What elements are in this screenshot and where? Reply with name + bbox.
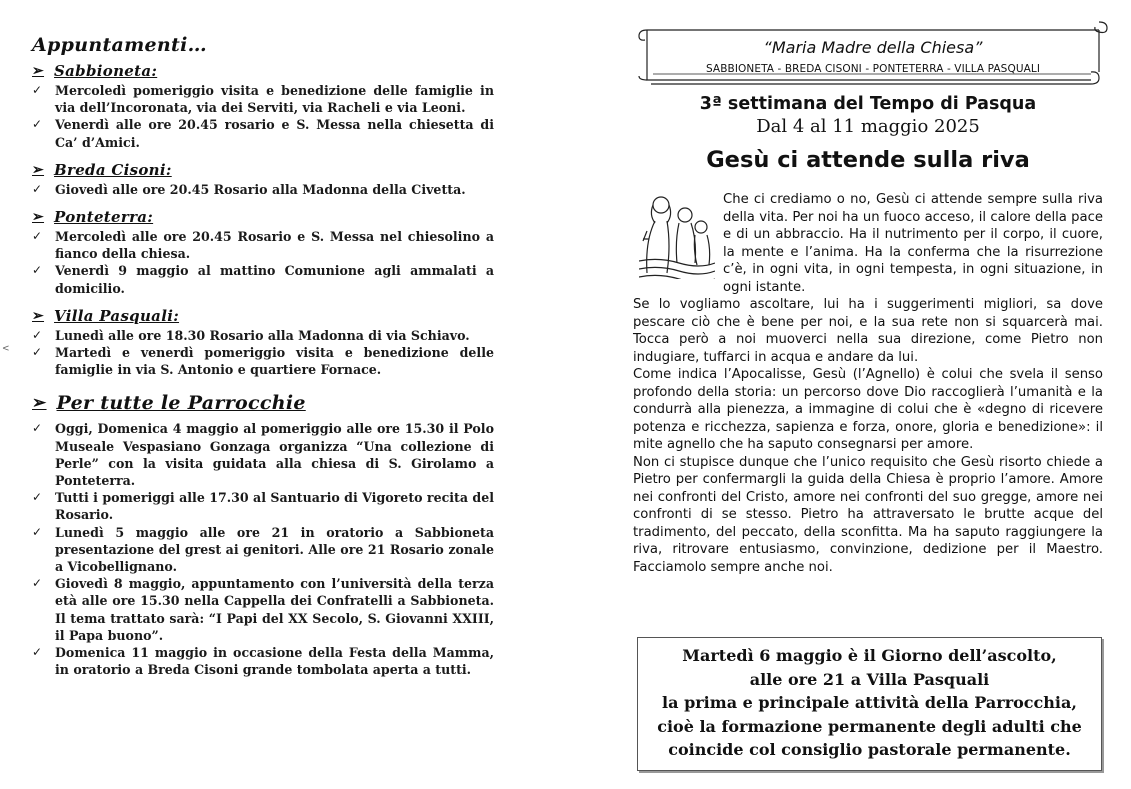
arrow-bullet-icon: ➢: [32, 209, 45, 226]
section-heading-text: Per tutte le Parrocchie: [56, 392, 306, 415]
list-item-text: Giovedì 8 maggio, appuntamento con l’università della terza età alle ore 15.30 nella Cappella dei Confratelli a Sabbioneta. Il tema trattato sarà: “I Papi del XX Secolo, S. Giovanni XXIII, il Papa buono”.: [55, 576, 494, 643]
banner-title: “Maria Madre della Chiesa”: [763, 38, 983, 57]
list-item-text: Oggi, Domenica 4 maggio al pomeriggio alle ore 15.30 il Polo Museale Vespasiano Gonzaga organizza “Una collezione di Perle” con la visita guidata alla chiesa di S. Girolamo a Ponteterra.: [55, 421, 494, 489]
parish-banner: [633, 14, 1113, 86]
section-heading: [32, 208, 494, 226]
check-icon: ✓: [32, 83, 43, 97]
check-icon: ✓: [32, 117, 43, 132]
announcement-line: cioè la formazione permanente degli adulti che: [657, 716, 1082, 736]
section-heading: [32, 307, 494, 325]
list-item: [32, 262, 494, 296]
list-item-text: Venerdì 9 maggio al mattino Comunione agli ammalati a domicilio.: [55, 263, 494, 296]
appointments-title: Appuntamenti…: [32, 34, 207, 56]
list-item-text: Martedì e venerdì pomeriggio visita e benedizione delle famiglie in via S. Antonio e quartiere Fornace.: [55, 345, 494, 378]
section-heading: [32, 161, 494, 179]
section-heading-text: Sabbioneta:: [54, 62, 158, 80]
check-icon: ✓: [32, 229, 43, 244]
list-item: [32, 489, 494, 523]
list-item-text: Mercoledì pomeriggio visita e benedizione delle famiglie in via dell’Incoronata, via dei Serviti, via Racheli e via Leoni.: [55, 83, 494, 116]
list-item: [32, 575, 494, 644]
arrow-bullet-icon: ➢: [32, 161, 45, 178]
list-item: [32, 420, 494, 489]
check-icon: ✓: [32, 345, 43, 360]
check-icon: ✓: [32, 421, 43, 436]
announcement-line: Martedì 6 maggio è il Giorno dell’ascolto,: [682, 646, 1057, 665]
article-body: [633, 191, 1103, 576]
list-item: [32, 344, 494, 378]
appointments-column: [32, 34, 494, 678]
arrow-bullet-icon: ➢: [32, 63, 45, 79]
list-item-text: Lunedì 5 maggio alle ore 21 in oratorio a Sabbioneta presentazione del grest ai genitori. Alle ore 21 Rosario zonale a Vicobellignano.: [55, 524, 494, 575]
check-icon: ✓: [32, 576, 43, 591]
check-icon: ✓: [32, 327, 43, 342]
article-headline: Gesù ci attende sulla riva: [706, 147, 1030, 173]
week-title: 3ª settimana del Tempo di Pasqua: [699, 94, 1037, 114]
section-heading-text: Ponteterra:: [54, 208, 154, 227]
section-heading-text: Breda Cisoni:: [54, 160, 172, 179]
section-all-parishes: [32, 392, 494, 678]
section-heading-text: Villa Pasquali:: [54, 306, 180, 325]
check-icon: ✓: [32, 181, 43, 196]
list-item-text: Mercoledì alle ore 20.45 Rosario e S. Messa nel chiesolino a fianco della chiesa.: [55, 229, 494, 262]
announcement-line: coincide col consiglio pastorale permanente.: [668, 740, 1071, 759]
margin-mark: <: [2, 344, 10, 354]
check-icon: ✓: [32, 645, 43, 660]
list-item-text: Giovedì alle ore 20.45 Rosario alla Madonna della Civetta.: [55, 181, 466, 197]
banner-subtitle: SABBIONETA - BREDA CISONI - PONTETERRA - VILLA PASQUALI: [705, 63, 1041, 75]
arrow-bullet-icon: ➢: [32, 307, 45, 324]
paragraph: Se lo vogliamo ascoltare, lui ha i suggerimenti migliori, sa dove pescare ciò che è bene per noi, e la sua rete non si squarcerà mai. Tocca però a noi muoverci nella sua direzione, come Pietro non indugiare, tuffarci in acqua e andare da lui.: [633, 297, 1103, 365]
paragraph: Come indica l’Apocalisse, Gesù (l’Agnello) è colui che svela il senso profondo della storia: un percorso dove Dio raccoglierà l’umanità e la condurrà alla pienezza, a immagine di colui che è «degno di ricevere potenza e ricchezza, sapienza e forza, onore, gloria e benedizione»: il mite agnello che ha saputo consegnarsi per amore.: [633, 367, 1103, 452]
announcement-line: alle ore 21 a Villa Pasquali: [749, 669, 990, 689]
list-item: [32, 82, 494, 116]
list-item: [32, 644, 494, 678]
list-item: [32, 524, 494, 576]
list-item-text: Domenica 11 maggio in occasione della Festa della Mamma, in oratorio a Breda Cisoni grande tombolata aperta a tutti.: [55, 645, 494, 678]
list-item-text: Tutti i pomeriggi alle 17.30 al Santuario di Vigoreto recita del Rosario.: [55, 490, 494, 523]
check-icon: ✓: [32, 490, 43, 505]
section-ponteterra: [32, 208, 494, 297]
announcement-box: [637, 637, 1102, 771]
check-icon: ✓: [32, 263, 43, 278]
section-villa-pasquali: [32, 307, 494, 379]
list-item: [32, 327, 494, 344]
section-heading: [32, 392, 494, 414]
list-item-text: Lunedì alle ore 18.30 Rosario alla Madonna di via Schiavo.: [55, 327, 470, 343]
jesus-illustration-icon: [639, 191, 715, 279]
section-breda-cisoni: [32, 161, 494, 198]
paragraph: Non ci stupisce dunque che l’unico requisito che Gesù risorto chiede a Pietro per confermargli la guida della Chiesa è proprio l’amore. Amore nei confronti del Cristo, amore nei confronti del suo gregge, amore nei confronti di se stesso. Pietro ha attraversato le brutte acque del tradimento, del peccato, della sconfitta. Ma ha saputo raggiungere la riva, ritrovare entusiasmo, convinzione, dedizione per il Maestro. Facciamolo sempre anche noi.: [633, 454, 1103, 575]
arrow-bullet-icon: ➢: [32, 393, 47, 414]
date-range: Dal 4 al 11 maggio 2025: [756, 116, 980, 137]
section-heading: [32, 62, 494, 80]
section-sabbioneta: [32, 62, 494, 151]
list-item-text: Venerdì alle ore 20.45 rosario e S. Messa nella chiesetta di Ca’ d’Amici.: [55, 117, 494, 150]
list-item: [32, 116, 494, 150]
bulletin-column: [633, 14, 1103, 576]
list-item: [32, 228, 494, 262]
paragraph: Che ci crediamo o no, Gesù ci attende sempre sulla riva della vita. Per noi ha un fuoco acceso, il calore della pace e di un abbraccio. Ha il nutrimento per il corpo, il cuore, la mente e l’anima. Ha la conferma che la risurrezione c’è, in ogni vita, in ogni tempesta, in ogni situazione, in ogni istante.: [723, 192, 1103, 295]
check-icon: ✓: [32, 524, 43, 539]
list-item: [32, 181, 494, 198]
announcement-line: la prima e principale attività della Parrocchia,: [662, 693, 1077, 712]
